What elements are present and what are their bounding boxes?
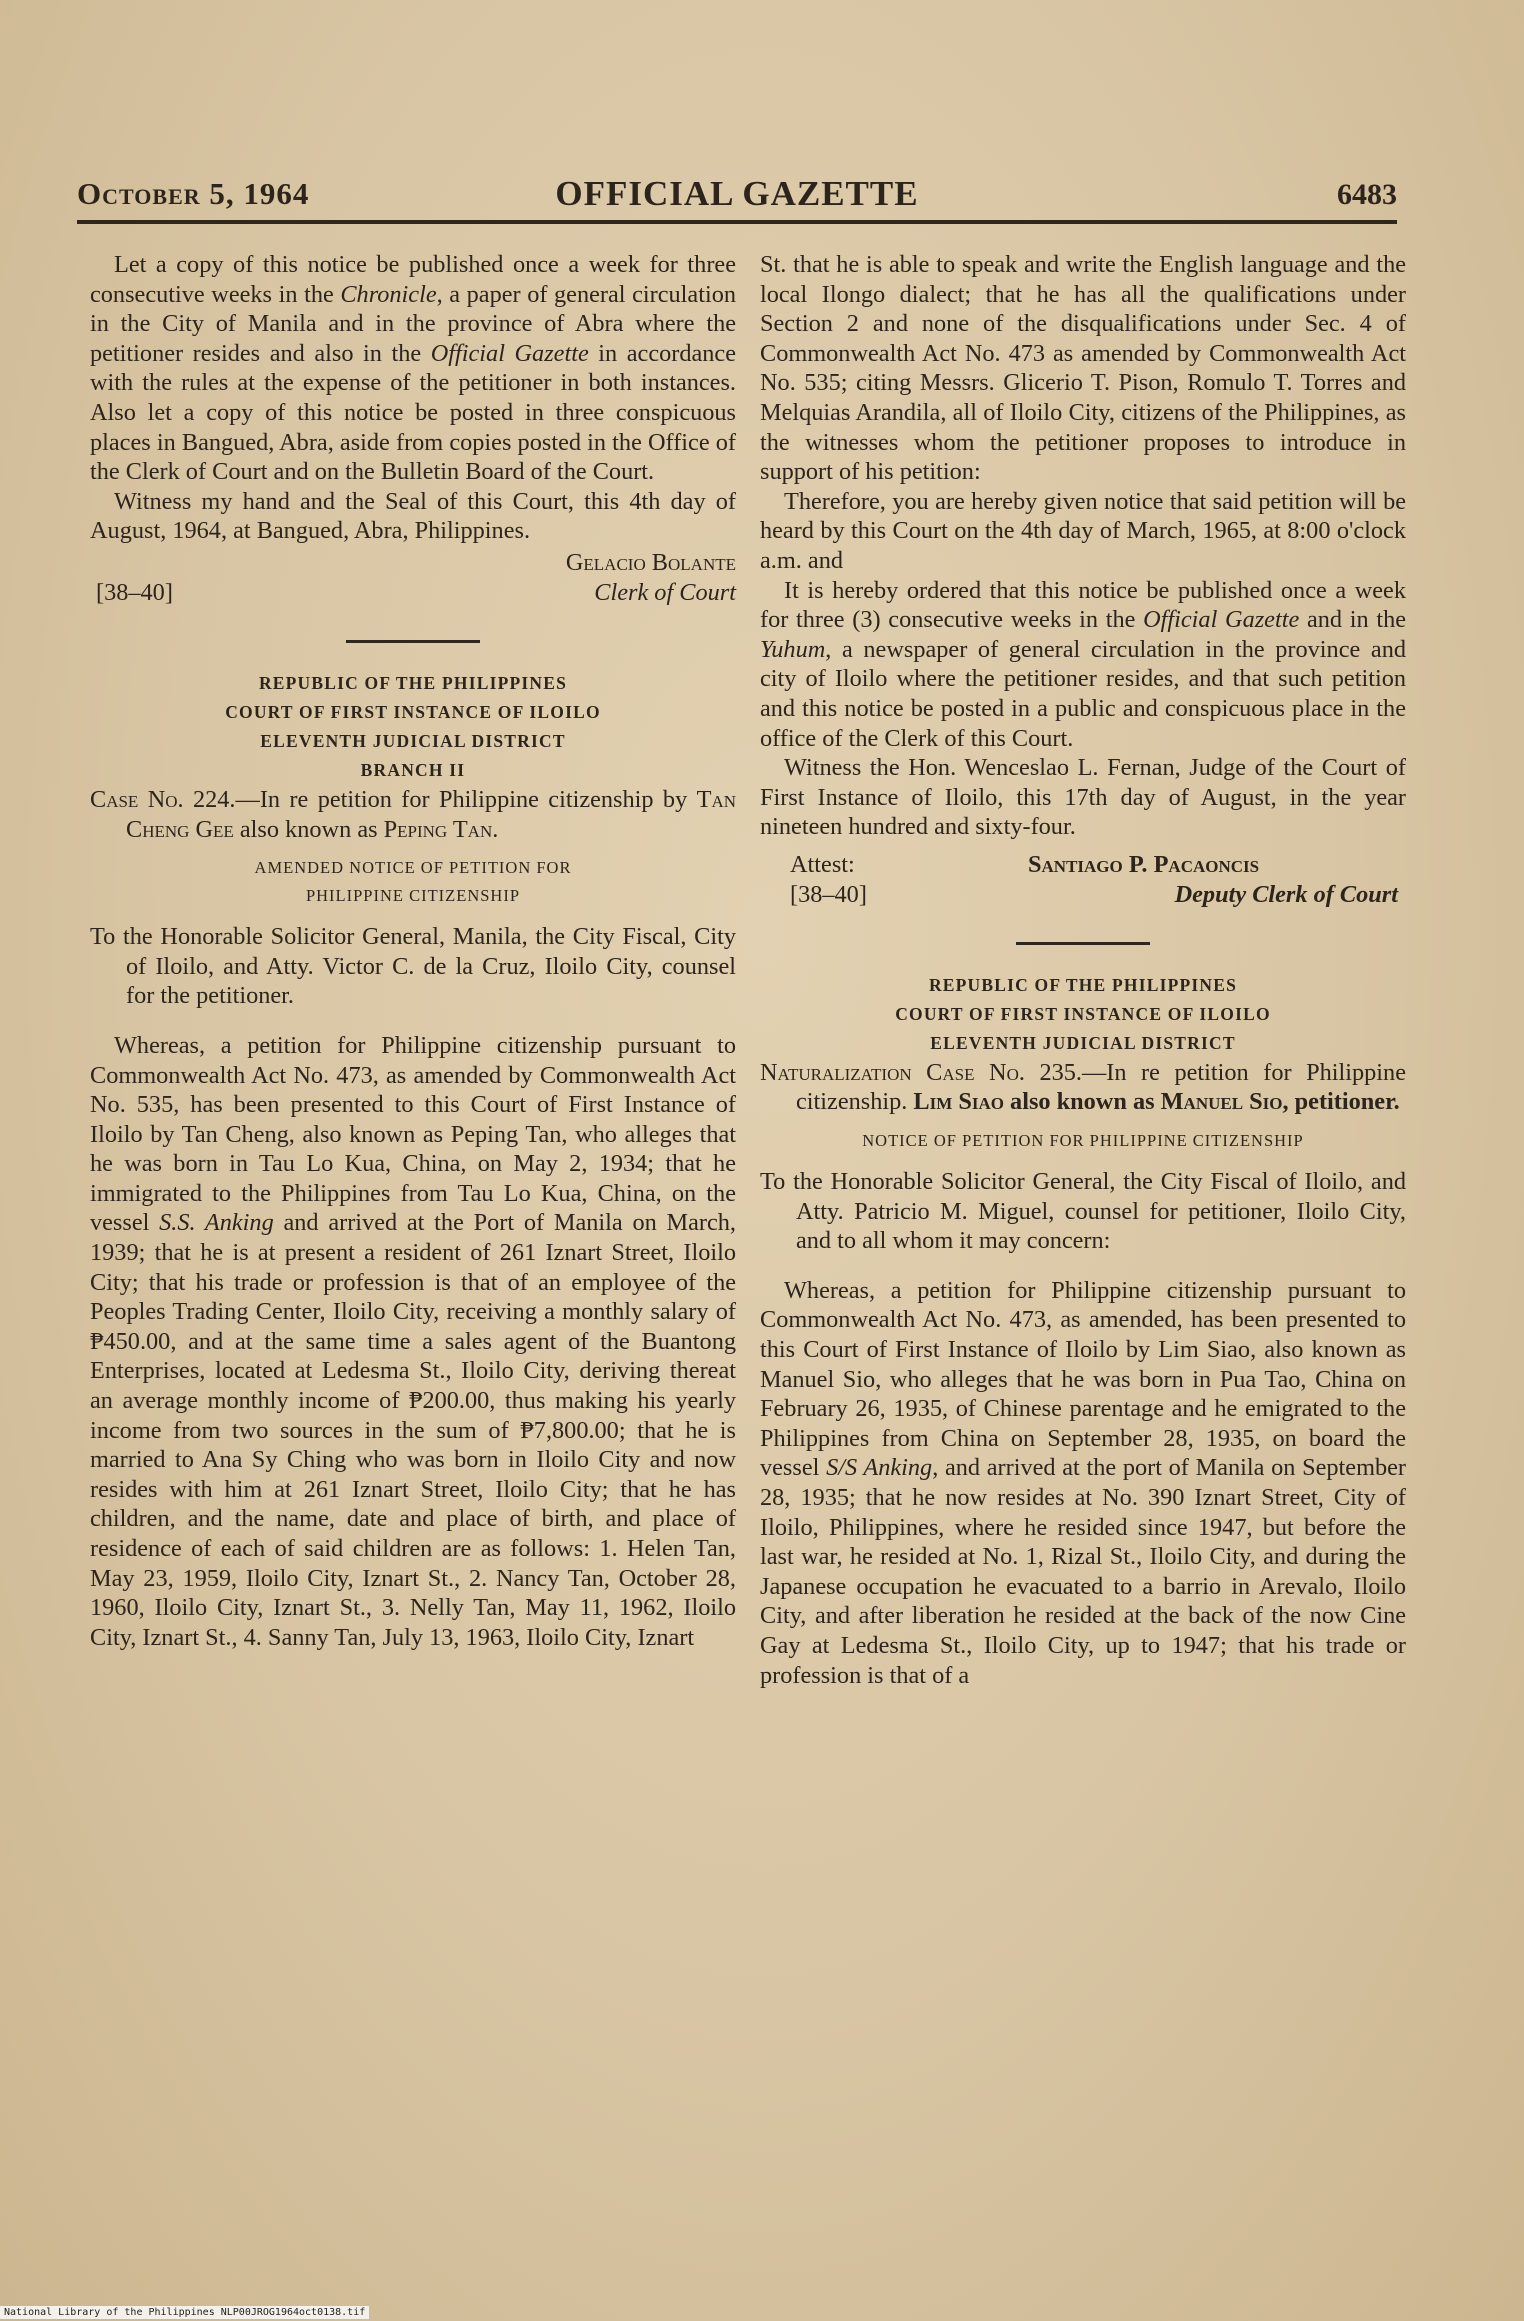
witness-paragraph: Witness the Hon. Wenceslao L. Fernan, Judge of the Court of First Instance of Iloilo, this 17th day of August, in the year nineteen hundred and sixty-four. — [760, 754, 1406, 841]
publication-order-paragraph: It is hereby ordered that this notice be published once a week for three (3) consecutive weeks in the Official Gazette and in the Yuhum, a newspaper of general circulation in the province and city of Iloilo where the petitioner resides, and that such petition and this notice be posted in a public and conspicuous place in the office of the Clerk of this Court. — [760, 576, 1407, 752]
left-column — [90, 250, 736, 1652]
header-rule — [77, 220, 1397, 224]
official-gazette-ref: Official Gazette — [1143, 606, 1300, 634]
whereas-paragraph: Whereas, a petition for Philippine citizenship pursuant to Commonwealth Act No. 473, as amended by Commonwealth Act No. 535, has been presented to this Court of First Instance of Iloilo by Tan Cheng, also known as Peping Tan, who alleges that he was born in Tau Lo Kua, China, on May 2, 1934; that he immigrated to the Philippines from Tau Lo Kua, China, on the vessel S.S. Anking and arrived at the Port of Manila on March, 1939; that he is at present a resident of 261 Iznart Street, Iloilo City; that his trade or profession is that of an employee of the Peoples Trading Center, Iloilo City, receiving a monthly salary of ₱450.00, and at the same time a sales agent of the Buantong Enterprises, located at Ledesma St., Iloilo City, deriving thereat an average monthly income of ₱200.00, thus making his yearly income from two sources in the sum of ₱7,800.00; that he is married to Ana Sy Ching who was born in Iloilo City and now resides with him at 261 Iznart Street, Iloilo City; that he has children, and the name, date and place of birth, and place of residence of each of said children are as follows: 1. Helen Tan, May 23, 1959, Iloilo City, Iznart St., 2. Nancy Tan, October 28, 1960, Iloilo City, Iznart St., 3. Nelly Tan, May 11, 1962, Iloilo City, Iznart St., 4. Sanny Tan, July 13, 1963, Iloilo City, Iznart — [90, 1031, 736, 1651]
signatory-role: Deputy Clerk of Court — [1174, 880, 1398, 908]
signature-block — [90, 548, 736, 608]
right-column — [760, 250, 1406, 1690]
notice-heading: NOTICE OF PETITION FOR PHILIPPINE CITIZENSHIP — [862, 1131, 1304, 1151]
yuhum-newspaper: Yuhum — [760, 635, 826, 663]
court-heading: REPUBLIC OF THE PHILIPPINES COURT OF FIRST INSTANCE OF ILOILO ELEVENTH JUDICIAL DISTRICT BRANCH II — [225, 672, 601, 780]
vessel-name: S/S Anking — [826, 1454, 933, 1482]
section-separator — [346, 640, 480, 643]
signatory-role: Clerk of Court — [594, 578, 736, 606]
signature-block — [760, 850, 1406, 910]
publication-order-paragraph: Let a copy of this notice be published once a week for three consecutive weeks in the Chronicle, a paper of general circulation in the City of Manila and in the province of Abra where the petitioner resides and also in the Official Gazette in accordance with the rules at the expense of the petitioner in both instances. Also let a copy of this notice be posted in three conspicuous places in Bangued, Abra, aside from copies posted in the Office of the Clerk of Court and on the Bulletin Board of the Court. — [90, 251, 736, 486]
case-title: Naturalization Case No. 235.—In re petition for Philippine citizenship. Lim Siao also known as Manuel Sio, petitioner. — [760, 1058, 1406, 1116]
page-header — [77, 172, 1397, 222]
attest-label: Attest: — [790, 850, 855, 878]
court-heading: REPUBLIC OF THE PHILIPPINES COURT OF FIRST INSTANCE OF ILOILO ELEVENTH JUDICIAL DISTRICT — [895, 974, 1271, 1053]
continued-paragraph: St. that he is able to speak and write the English language and the local Ilongo dialect; that he has all the qualifications under Section 2 and none of the disqualifications under Sec. 4 of Commonwealth Act No. 473 as amended by Commonwealth Act No. 535; citing Messrs. Glicerio T. Pison, Romulo T. Torres and Melquias Arandila, all of Iloilo City, citizens of the Philippines, as the witnesses whom the petitioner proposes to introduce in support of his petition: — [760, 251, 1406, 486]
notice-heading: AMENDED NOTICE OF PETITION FOR PHILIPPINE CITIZENSHIP — [254, 858, 572, 906]
issue-reference: [38–40] — [96, 578, 173, 606]
chronicle-newspaper: Chronicle — [340, 280, 437, 308]
case-title: Case No. 224.—In re petition for Philippine citizenship by Tan Cheng Gee also known as Peping Tan. — [90, 785, 737, 843]
scan-footer: National Library of the Philippines NLP00JROG1964oct0138.tif — [0, 2306, 369, 2319]
addressee-paragraph: To the Honorable Solicitor General, Manila, the City Fiscal, City of Iloilo, and Atty. Victor C. de la Cruz, Iloilo City, counsel for the petitioner. — [90, 923, 736, 1010]
issue-date: October 5, 1964 — [77, 176, 310, 211]
vessel-name: S.S. Anking — [159, 1209, 274, 1237]
page-number: 6483 — [1337, 178, 1397, 211]
witness-paragraph: Witness my hand and the Seal of this Court, this 4th day of August, 1964, at Bangued, Abra, Philippines. — [90, 487, 736, 545]
hearing-notice-paragraph: Therefore, you are hereby given notice that said petition will be heard by this Court on the 4th day of March, 1965, at 8:00 o'clock a.m. and — [760, 487, 1406, 574]
signatory-name: Gelacio Bolante — [565, 548, 736, 576]
publication-title: OFFICIAL GAZETTE — [555, 174, 919, 213]
issue-reference: [38–40] — [790, 880, 867, 908]
section-separator — [1016, 942, 1150, 945]
signatory-name: Santiago P. Pacaoncis — [1028, 850, 1260, 878]
whereas-paragraph: Whereas, a petition for Philippine citizenship pursuant to Commonwealth Act No. 473, as amended, has been presented to this Court of First Instance of Iloilo by Lim Siao, also known as Manuel Sio, who alleges that he was born in Pua Tao, China on February 26, 1935, of Chinese parentage and he emigrated to the Philippines from China on September 28, 1935, on board the vessel S/S Anking, and arrived at the port of Manila on September 28, 1935; that he now resides at No. 390 Iznart Street, City of Iloilo, Philippines, where he resided since 1947, but before the last war, he resided at No. 1, Rizal St., Iloilo City, and during the Japanese occupation he evacuated to a barrio in Arevalo, Iloilo City, and after liberation he resided at the back of the now Cine Gay at Ledesma St., Iloilo City, up to 1947; that his trade or profession is that of a — [760, 1276, 1406, 1689]
official-gazette-ref: Official Gazette — [430, 339, 589, 367]
addressee-paragraph: To the Honorable Solicitor General, the City Fiscal of Iloilo, and Atty. Patricio M. Miguel, counsel for petitioner, Iloilo City, and to all whom it may concern: — [760, 1168, 1406, 1255]
